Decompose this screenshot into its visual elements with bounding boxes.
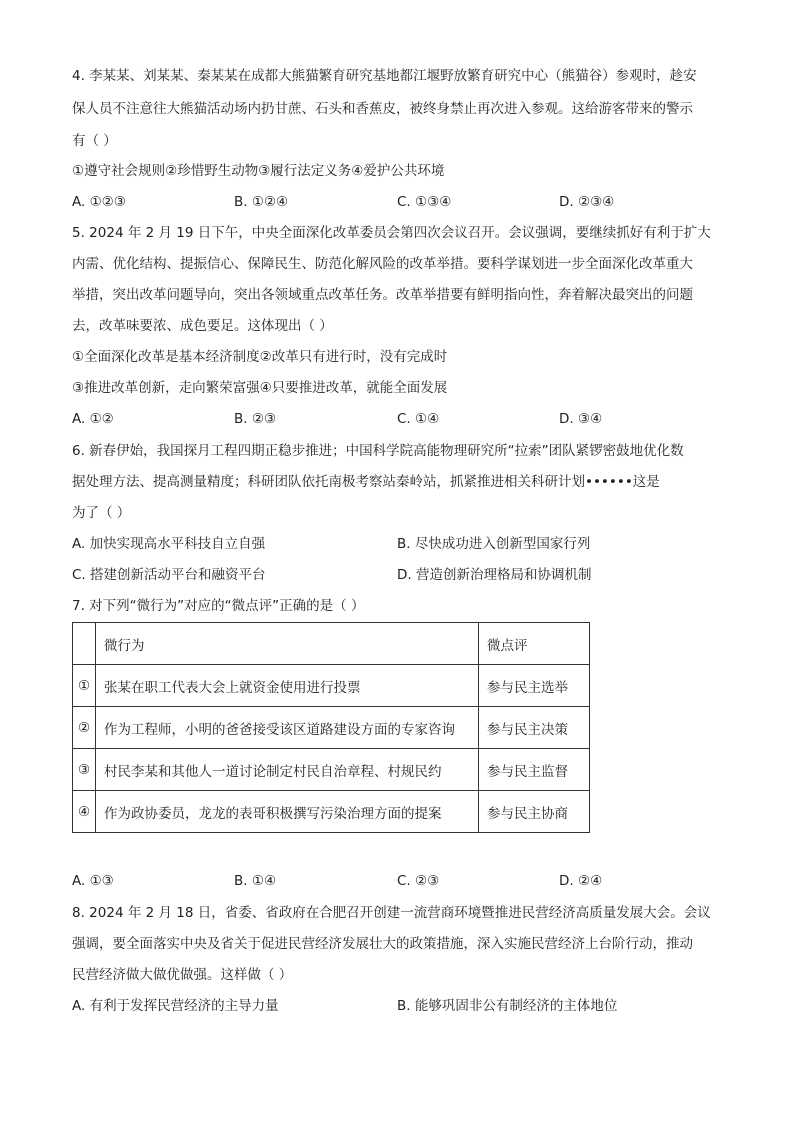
q4-stem-line-3: 有（ ） (72, 133, 117, 149)
q6-stem-line-2: 据处理方法、提高测量精度；科研团队依托南极考察站秦岭站，抓紧推进相关科研计划••••••这是 (72, 474, 660, 490)
q5-option-d: D. ③④ (559, 411, 603, 427)
table-cell-number: ③ (73, 749, 96, 791)
q7-table (72, 622, 590, 833)
table-header-row (73, 623, 590, 665)
table-row (73, 791, 590, 833)
q6-option-a: A. 加快实现高水平科技自立自强 (72, 536, 266, 552)
table-header-cell: 微行为 (96, 623, 479, 665)
table-cell-number: ② (73, 707, 96, 749)
q5-stem-line-2: 内需、优化结构、提振信心、保障民生、防范化解风险的改革举措。要科学谋划进一步全面深化改革重大 (72, 256, 693, 272)
q8-stem-line-1: 8. 2024 年 2 月 18 日，省委、省政府在合肥召开创建一流营商环境暨推进民营经济高质量发展大会。会议 (72, 905, 711, 921)
q8-stem-line-2: 强调，要全面落实中央及省关于促进民营经济发展壮大的政策措施，深入实施民营经济上台阶行动，推动 (72, 936, 693, 952)
q7-option-c: C. ②③ (397, 873, 440, 889)
table-cell-behavior: 张某在职工代表大会上就资金使用进行投票 (96, 665, 479, 707)
table-cell-number: ④ (73, 791, 96, 833)
q4-option-d: D. ②③④ (559, 194, 615, 210)
q4-option-c: C. ①③④ (397, 194, 452, 210)
q5-stem-line-4: 去，改革味要浓、成色要足。这体现出（ ） (72, 318, 333, 334)
table-cell-behavior: 作为政协委员，龙龙的表哥积极撰写污染治理方面的提案 (96, 791, 479, 833)
table-row (73, 707, 590, 749)
q6-stem-line-3: 为了（ ） (72, 505, 131, 521)
q8-option-b: B. 能够巩固非公有制经济的主体地位 (397, 998, 618, 1014)
table-cell-behavior: 村民李某和其他人一道讨论制定村民自治章程、村规民约 (96, 749, 479, 791)
table-cell-comment: 参与民主协商 (479, 791, 590, 833)
q5-option-c: C. ①④ (397, 411, 440, 427)
q5-stem-line-1: 5. 2024 年 2 月 19 日下午，中央全面深化改革委员会第四次会议召开。会议强调，要继续抓好有利于扩大 (72, 225, 711, 241)
q5-statements-2: ③推进改革创新，走向繁荣富强④只要推进改革，就能全面发展 (72, 380, 448, 396)
q7-option-b: B. ①④ (234, 873, 277, 889)
q4-statements: ①遵守社会规则②珍惜野生动物③履行法定义务④爱护公共环境 (72, 163, 445, 179)
q7-option-d: D. ②④ (559, 873, 603, 889)
q6-option-d: D. 营造创新治理格局和协调机制 (397, 567, 592, 583)
table-header-cell (73, 623, 96, 665)
q5-statements-1: ①全面深化改革是基本经济制度②改革只有进行时，没有完成时 (72, 349, 448, 365)
q8-stem-line-3: 民营经济做大做优做强。这样做（ ） (72, 967, 293, 983)
table-cell-comment: 参与民主决策 (479, 707, 590, 749)
q4-option-a: A. ①②③ (72, 194, 126, 210)
table-row (73, 665, 590, 707)
q6-stem-line-1: 6. 新春伊始，我国探月工程四期正稳步推进；中国科学院高能物理研究所“拉索”团队紧锣密鼓地优化数 (72, 443, 684, 459)
q5-option-b: B. ②③ (234, 411, 277, 427)
table-row (73, 749, 590, 791)
q8-option-a: A. 有利于发挥民营经济的主导力量 (72, 998, 279, 1014)
table-cell-behavior: 作为工程师，小明的爸爸接受该区道路建设方面的专家咨询 (96, 707, 479, 749)
q7-option-a: A. ①③ (72, 873, 114, 889)
table-header-cell: 微点评 (479, 623, 590, 665)
q5-stem-line-3: 举措，突出改革问题导向，突出各领域重点改革任务。改革举措要有鲜明指向性，奔着解决最突出的问题 (72, 287, 693, 303)
q6-option-b: B. 尽快成功进入创新型国家行列 (397, 536, 591, 552)
q4-stem-line-1: 4. 李某某、刘某某、秦某某在成都大熊猫繁育研究基地都江堰野放繁育研究中心（熊猫谷）参观时，趁安 (72, 68, 697, 84)
table-cell-comment: 参与民主选举 (479, 665, 590, 707)
q4-option-b: B. ①②④ (234, 194, 289, 210)
q6-option-c: C. 搭建创新活动平台和融资平台 (72, 567, 266, 583)
q5-option-a: A. ①② (72, 411, 114, 427)
q7-stem: 7. 对下列“微行为”对应的“微点评”正确的是（ ） (72, 598, 365, 614)
q4-stem-line-2: 保人员不注意往大熊猫活动场内扔甘蔗、石头和香蕉皮，被终身禁止再次进入参观。这给游客带来的警示 (72, 101, 693, 117)
table-cell-comment: 参与民主监督 (479, 749, 590, 791)
table-cell-number: ① (73, 665, 96, 707)
